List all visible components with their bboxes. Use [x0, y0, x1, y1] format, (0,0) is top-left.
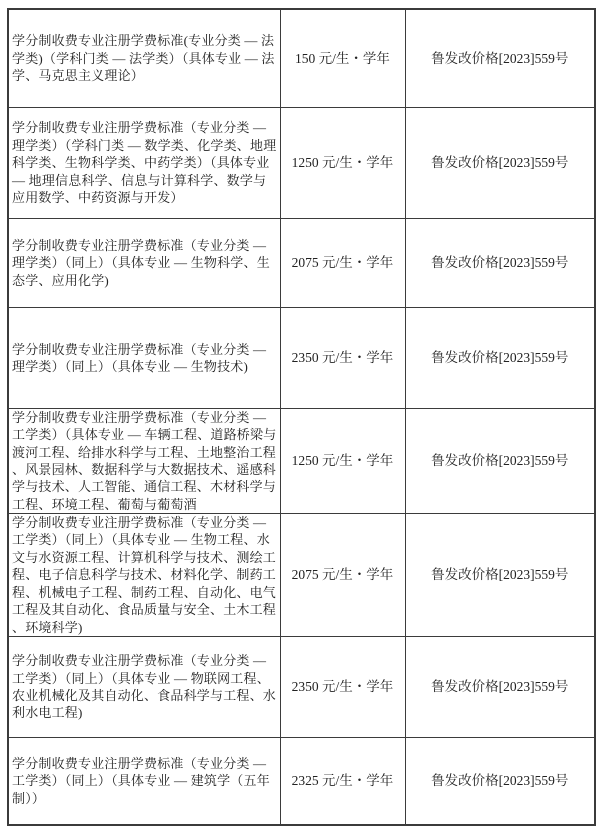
- fee-amount-cell: [280, 637, 405, 738]
- fee-standard-description: 学分制收费专业注册学费标准（专业分类 — 工学类）（同上）（具体专业 — 建筑学（五年制））: [12, 755, 270, 806]
- fee-standard-description-cell: [8, 108, 280, 219]
- document-reference-cell: [405, 514, 595, 637]
- document-reference-cell: [405, 308, 595, 409]
- fee-amount: 2325 元/生・学年: [291, 773, 394, 788]
- table-row: [8, 9, 595, 108]
- fee-amount: 1250 元/生・学年: [291, 453, 394, 468]
- fee-amount: 2350 元/生・学年: [291, 350, 394, 365]
- table-row: [8, 637, 595, 738]
- document-reference: 鲁发改价格[2023]559号: [431, 679, 569, 694]
- document-reference: 鲁发改价格[2023]559号: [431, 255, 569, 270]
- document-reference: 鲁发改价格[2023]559号: [431, 155, 569, 170]
- document-reference: 鲁发改价格[2023]559号: [431, 567, 569, 582]
- fee-standard-description: 学分制收费专业注册学费标准（专业分类 — 理学类）（同上）（具体专业 — 生物技术): [12, 341, 267, 374]
- document-reference: 鲁发改价格[2023]559号: [431, 453, 569, 468]
- fee-standard-description-cell: [8, 308, 280, 409]
- fee-amount-cell: [280, 738, 405, 826]
- table-row: [8, 409, 595, 514]
- document-reference: 鲁发改价格[2023]559号: [431, 50, 569, 66]
- fee-amount: 2350 元/生・学年: [291, 679, 394, 694]
- fee-amount-cell: [280, 219, 405, 308]
- table-row: [8, 738, 595, 826]
- fee-standard-description-cell: [8, 409, 280, 514]
- fee-standard-description: 学分制收费专业注册学费标准（专业分类 — 理学类）（同上）（具体专业 — 生物科学、生态学、应用化学): [12, 237, 270, 288]
- fee-amount-cell: [280, 409, 405, 514]
- fee-table-body: [8, 9, 595, 825]
- fee-standard-description: 学分制收费专业注册学费标准(专业分类 — 法学类)（学科门类 — 法学类）（具体专业 — 法学、马克思主义理论）: [12, 33, 275, 84]
- tuition-fee-table: [7, 8, 596, 826]
- fee-standard-description-cell: [8, 9, 280, 108]
- document-reference-cell: [405, 738, 595, 826]
- fee-standard-description-cell: [8, 637, 280, 738]
- document-reference-cell: [405, 108, 595, 219]
- fee-standard-description: 学分制收费专业注册学费标准（专业分类 — 工学类）（同上）（具体专业 — 生物工程、水文与水资源工程、计算机科学与技术、测绘工程、电子信息科学与技术、材料化学、制药工程、机械电子工程、制药工程、自动化、电气工程及其自动化、食品质量与安全、土木工程、环境科学): [12, 515, 277, 635]
- fee-standard-description: 学分制收费专业注册学费标准（专业分类 — 工学类）（同上）（具体专业 — 物联网工程、农业机械化及其自动化、食品科学与工程、水利水电工程): [12, 653, 277, 721]
- table-row: [8, 108, 595, 219]
- fee-standard-description-cell: [8, 738, 280, 826]
- fee-standard-description-cell: [8, 514, 280, 637]
- document-reference: 鲁发改价格[2023]559号: [431, 350, 569, 365]
- table-row: [8, 514, 595, 637]
- document-reference-cell: [405, 637, 595, 738]
- fee-amount: 150 元/生・学年: [295, 50, 390, 66]
- fee-amount-cell: [280, 108, 405, 219]
- fee-standard-description-cell: [8, 219, 280, 308]
- fee-amount-cell: [280, 514, 405, 637]
- table-row: [8, 219, 595, 308]
- fee-standard-description: 学分制收费专业注册学费标准（专业分类 — 工学类）（具体专业 — 车辆工程、道路桥梁与渡河工程、给排水科学与工程、土地整治工程、风景园林、数据科学与大数据技术、遥感科学与技术、人工智能、通信工程、木材科学与工程、环境工程、葡萄与葡萄酒: [12, 409, 277, 512]
- fee-amount: 2075 元/生・学年: [291, 567, 394, 582]
- document-reference-cell: [405, 409, 595, 514]
- document-reference-cell: [405, 9, 595, 108]
- fee-amount-cell: [280, 9, 405, 108]
- fee-amount: 2075 元/生・学年: [291, 255, 394, 270]
- fee-standard-description: 学分制收费专业注册学费标准（专业分类 — 理学类）（学科门类 — 数学类、化学类、地理科学类、生物科学类、中药学类）（具体专业 — 地理信息科学、信息与计算科学、数学与应用数学、中药资源与开发）: [12, 120, 277, 206]
- document-reference: 鲁发改价格[2023]559号: [431, 773, 569, 788]
- table-row: [8, 308, 595, 409]
- fee-amount: 1250 元/生・学年: [291, 155, 394, 170]
- document-reference-cell: [405, 219, 595, 308]
- fee-amount-cell: [280, 308, 405, 409]
